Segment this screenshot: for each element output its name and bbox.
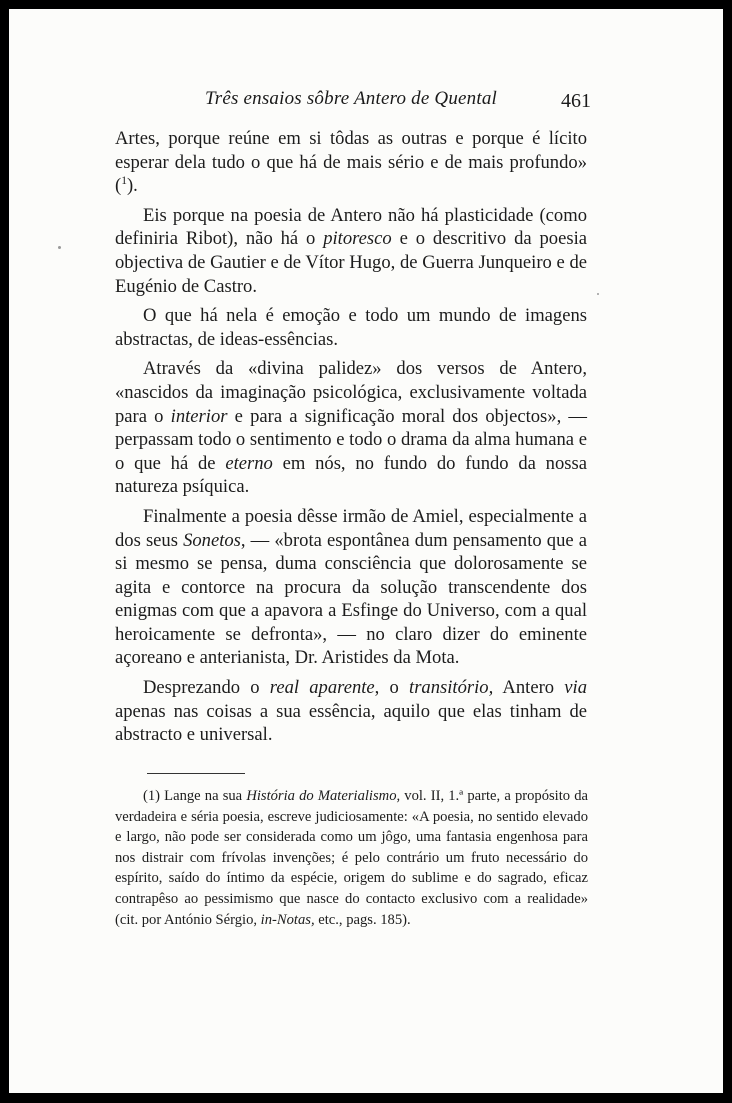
book-page <box>9 9 723 1093</box>
paragraph-6-text-d: apenas nas coisas a sua essência, aquilo que elas tinham de abstracto e universal. <box>115 700 587 746</box>
footnote-emphasis-2: in-Notas, <box>260 911 315 928</box>
paragraph-4-emphasis-1: interior <box>170 405 228 427</box>
paragraph-4-text-c: em nós, no fundo do fundo da nossa natureza psíquica. <box>115 452 587 498</box>
paragraph-4-emphasis-2: eterno <box>225 452 273 474</box>
paragraph-6-emphasis-3: via <box>564 677 587 699</box>
paragraph-2-text-a: Eis porque na poesia de Antero não há plasticidade (como definiria Ribot), não há o <box>115 204 587 250</box>
paragraph-6-text-c: Antero <box>493 677 565 699</box>
paragraph-6-emphasis-1: real aparente <box>269 677 375 699</box>
footnote-separator <box>147 773 245 774</box>
running-title: Três ensaios sôbre Antero de Quental <box>205 88 498 109</box>
footnote-emphasis-1: História do Materialismo, <box>246 788 401 804</box>
paragraph-6-emphasis-2: transitório, <box>409 677 494 699</box>
paragraph-1-end: ). <box>126 175 138 197</box>
paragraph-2-text-b: e o descritivo da poesia objectiva de Gautier e de Vítor Hugo, de Guerra Junqueiro e de Eugénio de Castro. <box>115 228 587 297</box>
paragraph-5-text-a: Finalmente a poesia dêsse irmão de Amiel, especialmente a dos seus <box>115 505 587 551</box>
footnote-text-a: Lange na sua <box>160 788 247 804</box>
paragraph-4 <box>115 357 587 499</box>
paragraph-6-text-b: , o <box>374 677 410 699</box>
footnote-reference: 1 <box>121 175 127 187</box>
paragraph-6 <box>115 676 587 747</box>
footnote <box>115 786 588 930</box>
paragraph-1-text: Artes, porque reúne em si tôdas as outras e porque é lícito esperar dela tudo o que há de mais sério e de mais profundo» ( <box>115 128 587 197</box>
paragraph-5 <box>115 505 587 670</box>
paper-speck <box>597 293 599 295</box>
paragraph-4-text-b: e para a significação moral dos objectos», — perpassam todo o sentimento e todo o drama da alma humana e o que há de <box>115 405 588 474</box>
paragraph-6-text-a: Desprezando o <box>143 677 270 699</box>
footnote-text-b: vol. II, 1.ª parte, a propósito da verdadeira e séria poesia, escreve judiciosamente: «A poesia, no sentido elevado e largo, não pode ser considerada como um jôgo, uma fantasia engenhosa para nos distrair com frívolas invenções; é pelo contrário um fruto necessário do espírito, saído do íntimo da espécie, origem do sublime e do sagrado, eficaz contrapêso ao pessimismo que nasce do contacto exclusivo com a realidade» (cit. por António Sérgio, <box>115 788 588 928</box>
paragraph-3: O que há nela é emoção e todo um mundo de imagens abstractas, de ideas-essências. <box>115 305 587 350</box>
page-header <box>9 88 723 118</box>
paragraph-2-emphasis: pitoresco <box>323 228 392 250</box>
paragraph-5-emphasis: Sonetos <box>183 529 241 551</box>
body-text <box>115 127 587 753</box>
page-number: 461 <box>561 90 591 112</box>
paragraph-1 <box>115 127 587 198</box>
paragraph-5-text-b: , — «brota espontânea dum pensamento que a si mesmo se pensa, duma consciência que dolorosamente se agita e contorce na procura da solução transcendente dos enigmas com que a apavora a Esfinge do Universo, com a qual heroicamente se defronta», — no claro dizer do eminente açoreano e anterianista, Dr. Aristides da Mota. <box>115 529 587 669</box>
footnote-paragraph <box>115 786 588 930</box>
paragraph-4-text-a: Através da «divina palidez» dos versos de Antero, «nascidos da imaginação psicológica, exclusivamente voltada para o <box>115 358 587 427</box>
footnote-marker: (1) <box>143 788 161 804</box>
paper-speck <box>58 246 61 249</box>
footnote-text-c: etc., pags. 185). <box>314 911 411 928</box>
paragraph-2 <box>115 204 587 298</box>
